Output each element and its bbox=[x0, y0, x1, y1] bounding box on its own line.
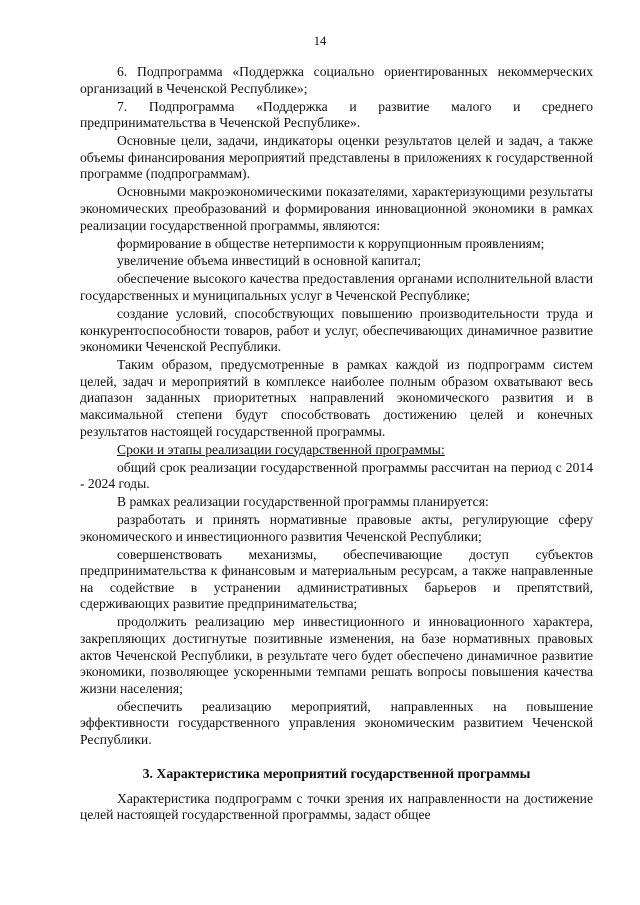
paragraph-plan-legal-acts: разработать и принять нормативные правовые акты, регулирующие сферу экономического и инвестиционного развития Чеченской Республики; bbox=[80, 512, 593, 544]
section-heading: 3. Характеристика мероприятий государственной программы bbox=[142, 765, 531, 781]
document-body bbox=[80, 64, 593, 825]
page-number: 14 bbox=[313, 34, 327, 48]
paragraph-terms-heading: Сроки и этапы реализации государственной программы: bbox=[117, 441, 445, 457]
paragraph-investment: увеличение объема инвестиций в основной капитал; bbox=[117, 253, 422, 269]
paragraph-anticorruption: формирование в обществе нетерпимости к коррупционным проявлениям; bbox=[117, 235, 545, 251]
paragraph-planned-intro: В рамках реализации государственной программы планируется: bbox=[117, 494, 489, 510]
paragraph-plan-mechanisms: совершенствовать механизмы, обеспечивающие доступ субъектов предпринимательства к финансовым и материальным ресурсам, а также направленные на содействие в устранении административных барьеров и препятствий, сдерживающих развитие предпринимательства; bbox=[80, 546, 593, 612]
paragraph-service-quality: обеспечение высокого качества предоставления органами исполнительной власти государственных и муниципальных услуг в Чеченской Республике; bbox=[80, 271, 593, 304]
paragraph-characteristics: Характеристика подпрограмм с точки зрения их направленности на достижение целей настоящей государственной программы, задаст общее bbox=[80, 790, 593, 823]
paragraph-summary: Таким образом, предусмотренные в рамках каждой из подпрограмм систем целей, задач и мероприятий в комплексе наиболее полным образом охватывают весь диапазон заданных приоритетных направлений экономического развития и в максимальной степени будут способствовать достижению целей и конечных результатов настоящей государственной программы. bbox=[80, 357, 593, 439]
paragraph-productivity: создание условий, способствующих повышению производительности труда и конкурентоспособности товаров, работ и услуг, обеспечивающих динамичное развитие экономики Чеченской Республики. bbox=[80, 306, 593, 355]
paragraph-plan-efficiency: обеспечить реализацию мероприятий, направленных на повышение эффективности государственного управления экономическим развитием Чеченской Республики. bbox=[80, 698, 593, 748]
paragraph-subprogram-7: 7. Подпрограмма «Поддержка и развитие малого и среднего предпринимательства в Чеченской Республике». bbox=[80, 98, 593, 131]
paragraph-plan-measures: продолжить реализацию мер инвестиционного и инновационного характера, закрепляющих достигнутые позитивные изменения, на базе нормативных правовых актов Чеченской Республики, в результате чего будет обеспечено динамичное развитие экономики, позволяющее ускоренными темпами решать вопросы повышения качества жизни населения; bbox=[80, 614, 593, 696]
paragraph-goals-tasks: Основные цели, задачи, индикаторы оценки результатов целей и задач, а также объемы финансирования мероприятий представлены в приложениях к государственной программе (подпрограммам). bbox=[80, 133, 593, 182]
paragraph-macro-indicators: Основными макроэкономическими показателями, характеризующими результаты экономических преобразований и формирования инновационной экономики в рамках реализации государственной программы, являются: bbox=[80, 184, 593, 233]
paragraph-subprogram-6: 6. Подпрограмма «Поддержка социально ориентированных некоммерческих организаций в Чеченской Республике»; bbox=[80, 64, 593, 96]
paragraph-terms-period: общий срок реализации государственной программы рассчитан на период с 2014 - 2024 годы. bbox=[80, 459, 593, 492]
